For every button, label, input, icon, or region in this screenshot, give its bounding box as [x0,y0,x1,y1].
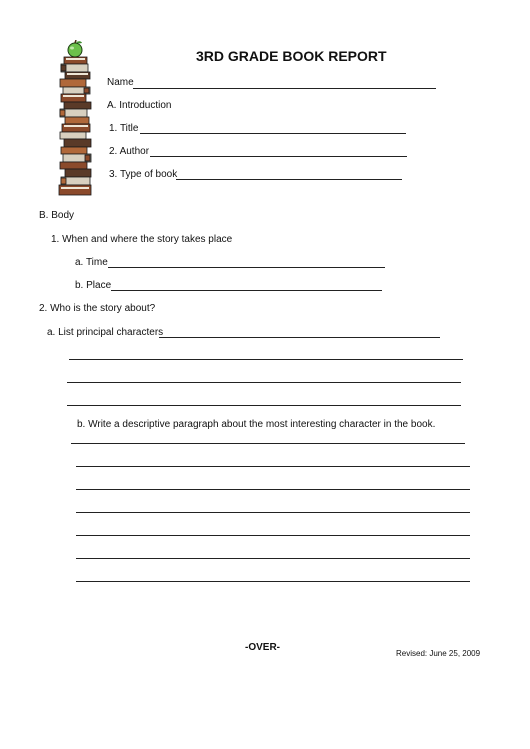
name-field-line[interactable] [133,88,436,89]
over-note: -OVER- [245,642,280,653]
time-field-line[interactable] [108,267,385,268]
body-heading: B. Body [39,210,75,221]
paragraph-answer-line[interactable] [76,466,470,467]
characters-answer-line[interactable] [67,405,461,406]
time-label: a. Time [75,257,108,268]
paragraph-answer-line[interactable] [71,443,465,444]
paragraph-answer-line[interactable] [76,581,470,582]
paragraph-prompt: b. Write a descriptive paragraph about the most interesting character in the book. [77,419,436,430]
stack-of-books-with-apple-icon [55,40,97,196]
characters-field-line[interactable] [159,337,440,338]
question-when-where: 1. When and where the story takes place [51,234,233,245]
book-stack [59,57,91,195]
title-label: 1. Title [109,123,139,134]
paragraph-answer-line[interactable] [76,489,470,490]
paragraph-answer-line[interactable] [76,512,470,513]
characters-answer-line[interactable] [67,382,461,383]
name-label: Name [107,77,134,88]
question-who: 2. Who is the story about? [39,303,156,314]
title-field-line[interactable] [140,133,406,134]
author-field-line[interactable] [150,156,407,157]
paragraph-answer-line[interactable] [76,535,470,536]
page-title: 3RD GRADE BOOK REPORT [196,48,387,64]
place-label: b. Place [75,280,112,291]
type-of-book-label: 3. Type of book [109,169,178,180]
place-field-line[interactable] [111,290,382,291]
type-of-book-field-line[interactable] [176,179,402,180]
characters-label: a. List principal characters [47,327,164,338]
revised-date: Revised: June 25, 2009 [396,649,481,658]
paragraph-answer-line[interactable] [76,558,470,559]
apple-icon [68,40,82,57]
introduction-heading: A. Introduction [107,100,172,111]
author-label: 2. Author [109,146,150,157]
characters-answer-line[interactable] [69,359,463,360]
